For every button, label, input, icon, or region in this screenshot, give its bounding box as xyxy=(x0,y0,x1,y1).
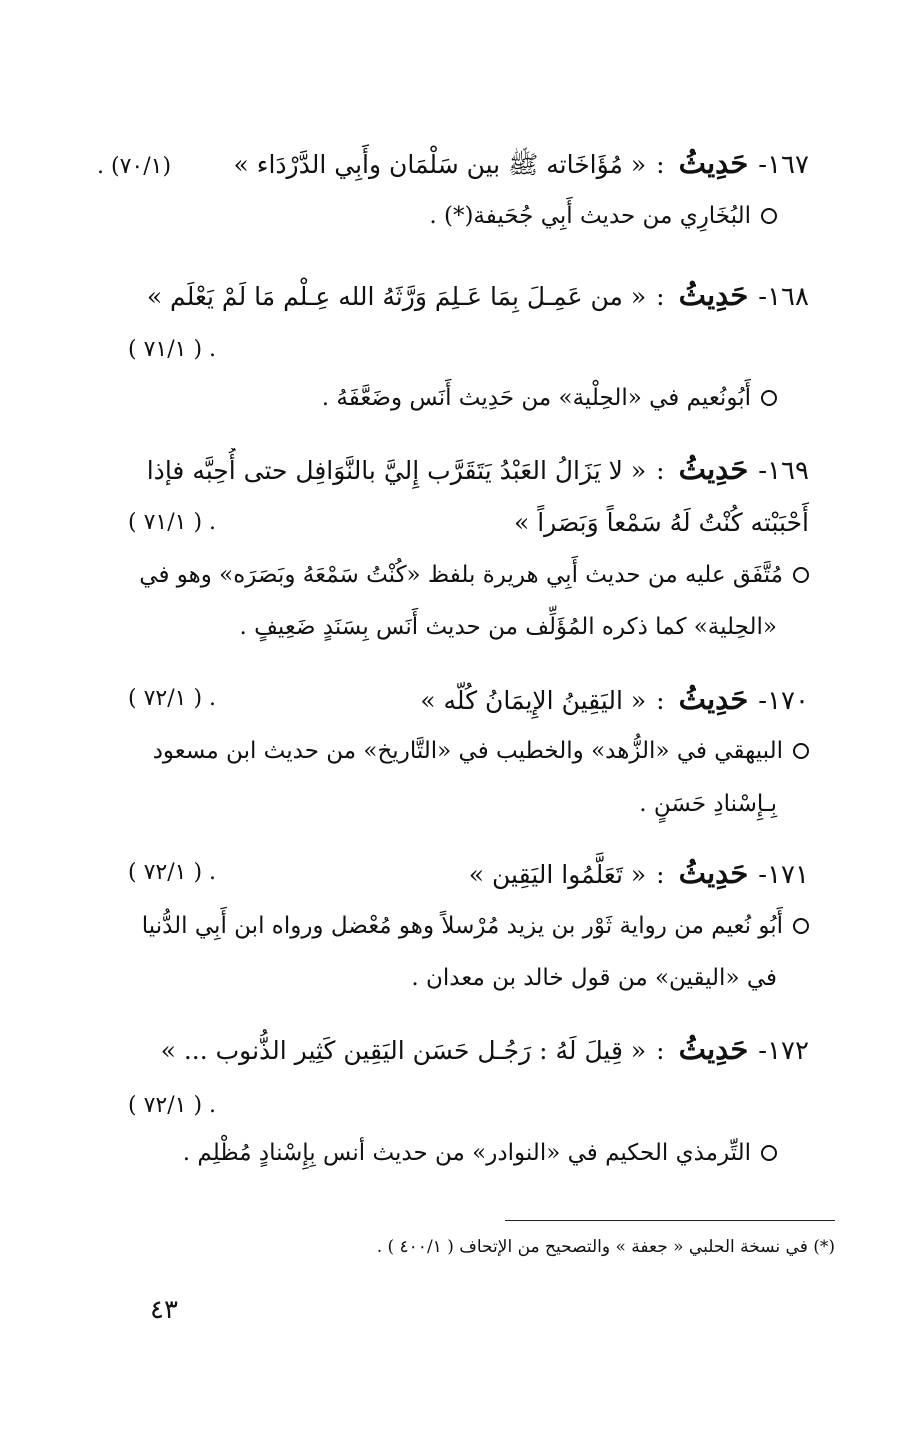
hadith-keyword: حَدِيثُ xyxy=(678,856,749,890)
circle-bullet-icon xyxy=(793,918,809,934)
footnote: (*) في نسخة الحلبي « جعفة » والتصحيح من الإتحاف ( ٤٠٠/١ ) . xyxy=(376,1237,835,1257)
circle-bullet-icon xyxy=(761,390,777,406)
hadith-text: « من عَمِـلَ بِمَا عَـلِمَ وَرَّثَهُ الله عِـلْم مَا لَمْ يَعْلَم » xyxy=(146,282,647,311)
hadith-keyword: حَدِيثُ xyxy=(678,146,749,180)
volume-page-reference: . ( ٧٢/١ ) xyxy=(128,1093,217,1118)
takhrij-note xyxy=(117,378,777,418)
entry-number: ١٦٨- xyxy=(758,282,809,312)
takhrij-note xyxy=(117,196,777,236)
hadith-text: « تَعَلَّمُوا اليَقِين » xyxy=(468,860,647,889)
entry-number: ١٧٠- xyxy=(758,686,809,716)
circle-bullet-icon xyxy=(793,567,809,583)
hadith-keyword: حَدِيثُ xyxy=(678,682,749,716)
entry-number: ١٦٧- xyxy=(758,150,809,180)
takhrij-note xyxy=(109,555,809,595)
hadith-keyword: حَدِيثُ xyxy=(678,278,749,312)
colon: : xyxy=(656,1036,665,1065)
entry-number: ١٧١- xyxy=(758,860,809,890)
hadith-text: « قِيلَ لَهُ : رَجُـل حَسَن اليَقِين كَثِير الذُّنوب ... » xyxy=(160,1036,647,1065)
hadith-text: « اليَقِينُ الإِيمَانُ كُلّه » xyxy=(420,686,647,715)
colon: : xyxy=(656,282,665,311)
takhrij-note-continuation: بِـإِسْنادِ حَسَنٍ . xyxy=(639,791,777,817)
volume-page-reference: . ( ٧١/١ ) xyxy=(128,337,217,362)
colon: : xyxy=(656,456,665,485)
volume-page-reference: . ( ٧٢/١ ) xyxy=(128,686,217,711)
hadith-entry-168 xyxy=(97,272,809,318)
note-text: أَبُونُعيم في «الحِلْية» من حَدِيث أَنَس وضَعَّفَهُ . xyxy=(321,385,751,411)
hadith-keyword: حَدِيثُ xyxy=(678,452,749,486)
colon: : xyxy=(656,150,665,179)
footnote-separator xyxy=(505,1220,835,1221)
takhrij-note xyxy=(109,731,809,771)
hadith-entry-167 xyxy=(97,140,809,186)
hadith-text: « مُؤَاخَاته ﷺ بين سَلْمَان وأَبِي الدَّرْدَاء » xyxy=(233,150,647,179)
note-text: أَبُو نُعيم من رواية ثَوْر بن يزيد مُرْسلاً وهو مُعْضل ورواه ابن أَبِي الدُّنيا xyxy=(141,913,783,939)
hadith-entry-169 xyxy=(97,446,809,492)
entry-number: ١٦٩- xyxy=(758,456,809,486)
note-text: البُخَارِي من حديث أَبِي جُحَيفة(*) . xyxy=(429,203,751,229)
note-text: التِّرمذي الحكيم في «النوادر» من حديث أنس بِإِسْنادٍ مُظْلِم . xyxy=(182,1140,751,1166)
note-text: مُتَّفَق عليه من حديث أَبِي هريرة بلفظ «كُنْتُ سَمْعَهُ وبَصَرَه» وهو في xyxy=(139,562,783,588)
circle-bullet-icon xyxy=(761,1145,777,1161)
hadith-text-continuation: أَحْبَبْته كُنْتُ لَهُ سَمْعاً وَبَصَراً » xyxy=(513,508,809,537)
takhrij-note xyxy=(117,1133,777,1173)
colon: : xyxy=(656,686,665,715)
takhrij-note xyxy=(109,906,809,946)
takhrij-note-continuation: في «اليقين» من قول خالد بن معدان . xyxy=(411,965,777,991)
entry-number: ١٧٢- xyxy=(758,1036,809,1066)
takhrij-note-continuation: «الحِلية» كما ذكره المُؤَلِّف من حديث أَنَس بِسَنَدٍ ضَعِيفٍ . xyxy=(239,614,777,640)
page-number: ٤٣ xyxy=(150,1295,178,1325)
colon: : xyxy=(656,860,665,889)
volume-page-reference: . ( ٧٢/١ ) xyxy=(128,860,217,885)
circle-bullet-icon xyxy=(761,208,777,224)
note-text: البيهقي في «الزُّهد» والخطيب في «التَّاريخ» من حديث ابن مسعود xyxy=(152,738,783,764)
hadith-text: « لا يَزَالُ العَبْدُ يَتَقَرَّب إِليَّ بالنَّوَافِل حتى أُحِبَّه فإذا xyxy=(146,456,647,485)
volume-page-reference: . ( ٧١/١ ) xyxy=(128,510,217,535)
hadith-keyword: حَدِيثُ xyxy=(678,1032,749,1066)
hadith-entry-172 xyxy=(97,1026,809,1072)
circle-bullet-icon xyxy=(793,743,809,759)
volume-page-reference: (٧٠/١) . xyxy=(97,154,172,179)
